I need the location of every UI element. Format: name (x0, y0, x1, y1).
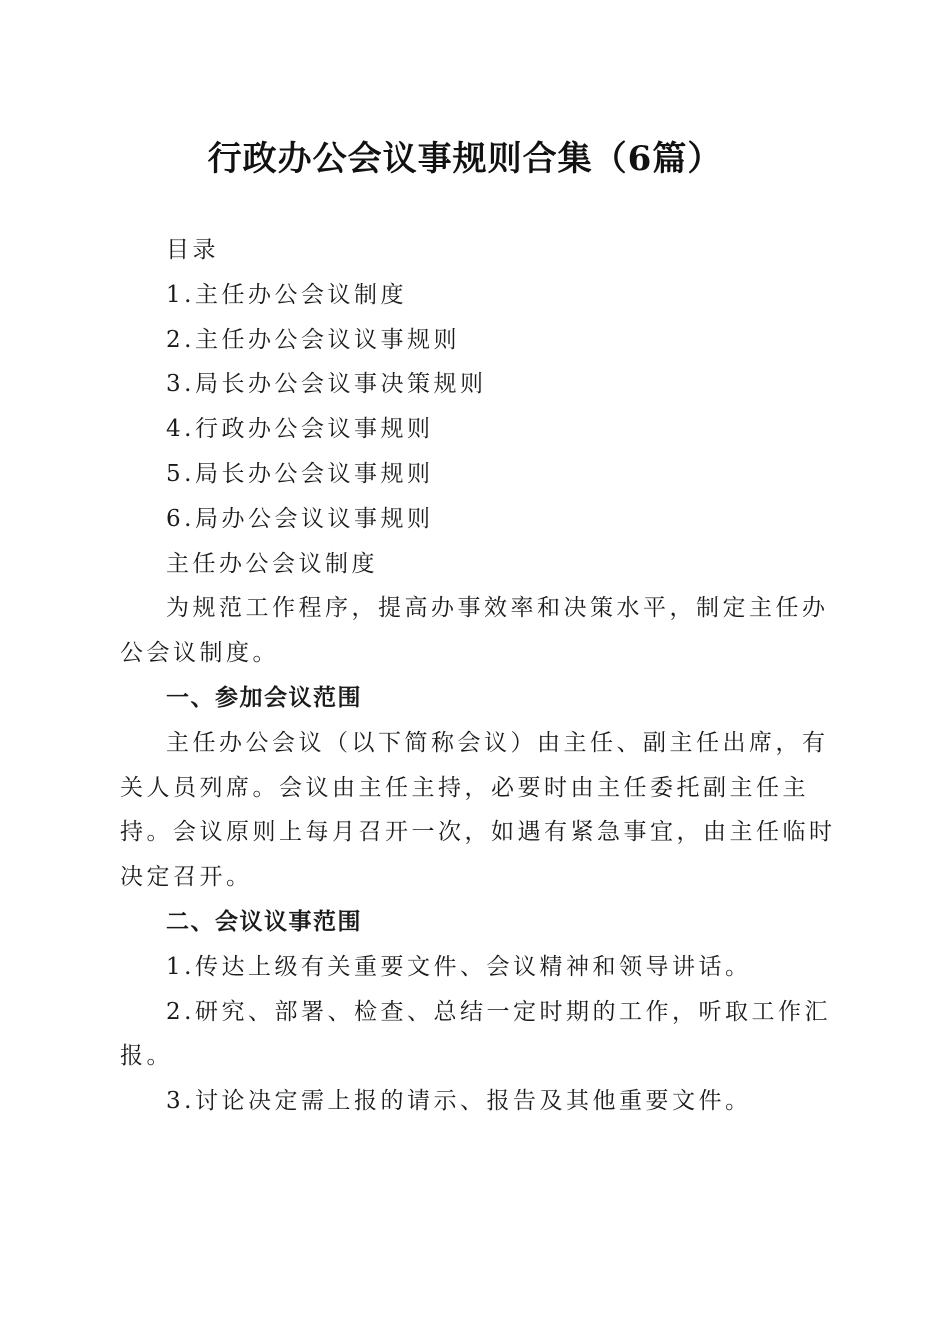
part-heading-attendance: 一、参加会议范围 (166, 684, 362, 711)
part-heading-scope: 二、会议议事范围 (166, 908, 362, 935)
toc-item-1: 1.主任办公会议制度 (166, 281, 407, 308)
scope-item-2: 2.研究、部署、检查、总结一定时期的工作，听取工作汇报。 (120, 998, 831, 1070)
document-title: 行政办公会议事规则合集（6篇） (207, 139, 723, 179)
toc-item-3: 3.局长办公会议事决策规则 (166, 371, 487, 398)
toc-item-6: 6.局办公会议议事规则 (166, 505, 434, 532)
toc-heading: 目录 (166, 237, 219, 263)
toc-item-4: 4.行政办公会议事规则 (166, 416, 434, 443)
section-intro-paragraph: 为规范工作程序，提高办事效率和决策水平，制定主任办公会议制度。 (120, 595, 829, 667)
attendance-paragraph: 主任办公会议（以下简称会议）由主任、副主任出席，有关人员列席。会议由主任主持，必要时由主任委托副主任主持。会议原则上每月召开一次，如遇有紧急事宜，由主任临时决定召开。 (120, 729, 836, 891)
document-body (120, 228, 840, 1124)
toc-item-5: 5.局长办公会议事规则 (166, 460, 434, 487)
toc-item-2: 2.主任办公会议议事规则 (166, 326, 460, 353)
scope-item-3: 3.讨论决定需上报的请示、报告及其他重要文件。 (166, 1088, 752, 1115)
scope-item-1: 1.传达上级有关重要文件、会议精神和领导讲话。 (166, 953, 752, 980)
section-title: 主任办公会议制度 (166, 550, 378, 577)
